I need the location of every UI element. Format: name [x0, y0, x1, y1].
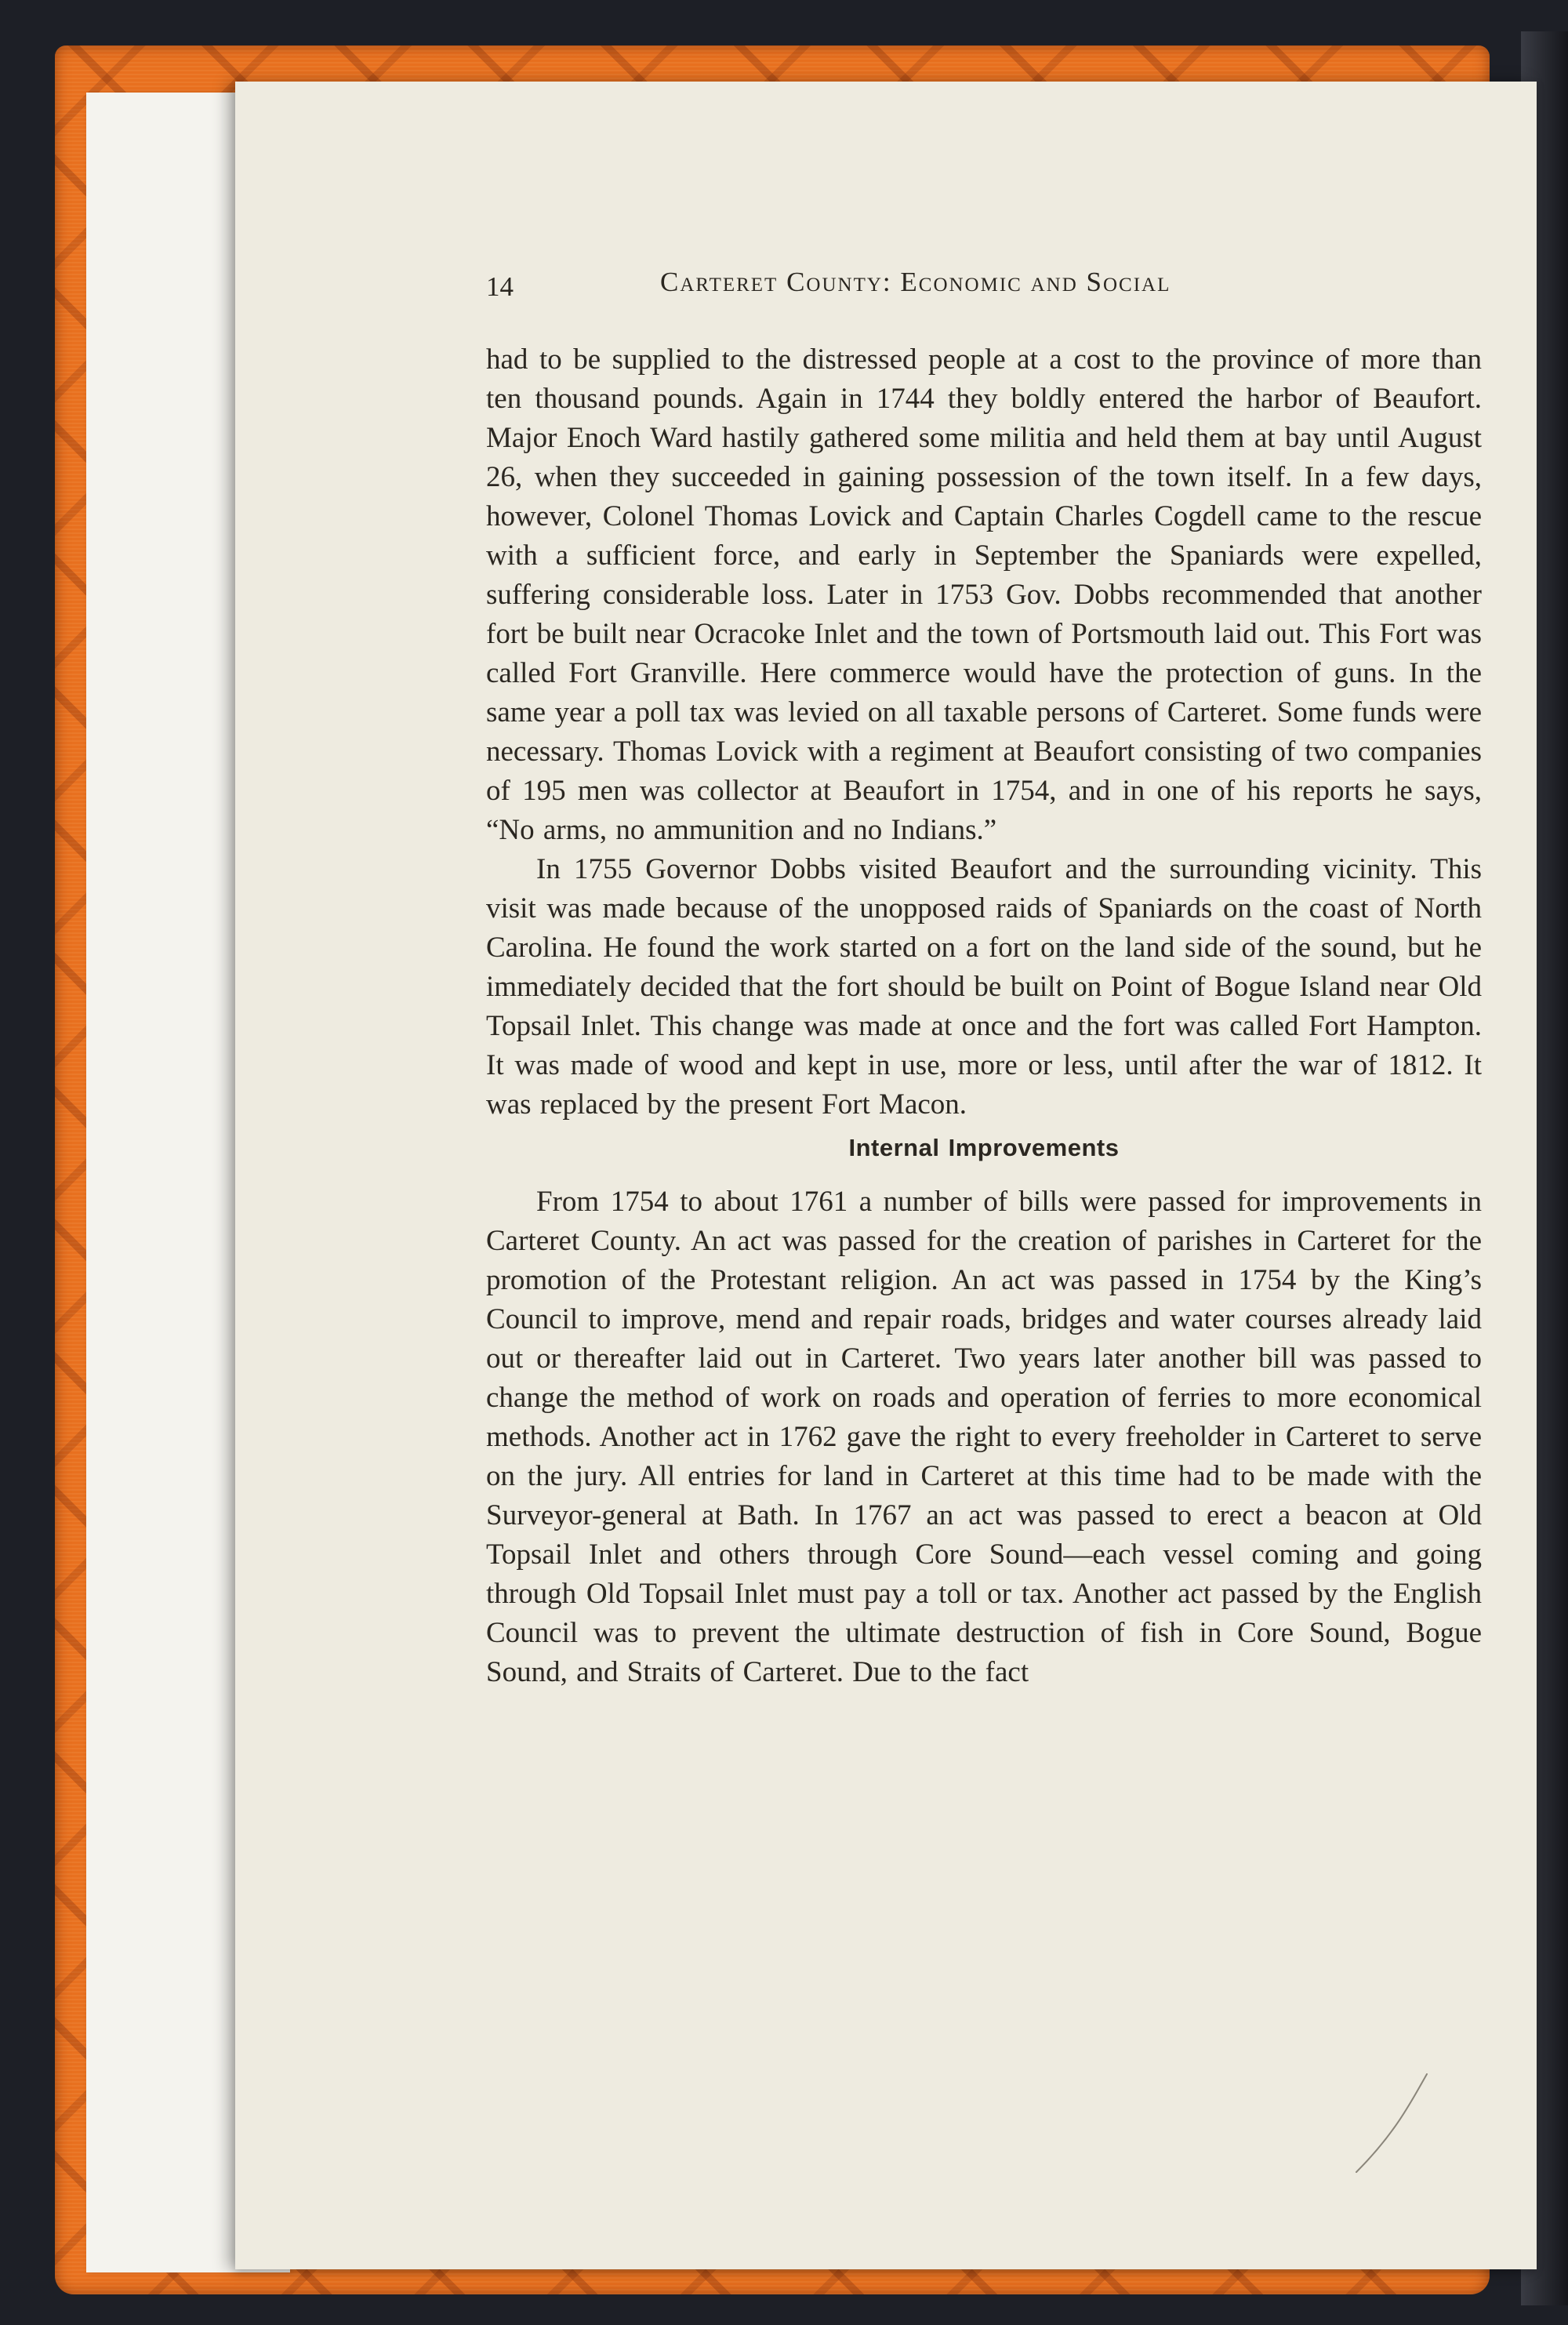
pencil-mark	[1341, 2070, 1435, 2180]
paragraph-2: In 1755 Governor Dobbs visited Beaufort and the surrounding vicinity. This visit was made because of the unopposed raids of Spaniards on the coast of North Carolina. He found the work started on a fort on the land side of the sound, but he immediately decided that the fort should be built on Point of Bogue Island near Old Topsail Inlet. This change was made at once and the fort was called Fort Hampton. It was made of wood and kept in use, more or less, until after the war of 1812. It was replaced by the present Fort Macon.	[486, 853, 1482, 1121]
running-title: Carteret County: Economic and Social	[660, 267, 1171, 297]
page-number: 14	[486, 271, 514, 302]
paragraph-3: From 1754 to about 1761 a number of bills were passed for improvements in Carteret County. An act was passed for the creation of parishes in Carteret for the promotion of the Protestant religion. An act was passed in 1754 by the King’s Council to improve, mend and repair roads, bridges and water courses already laid out or thereafter laid out in Carteret. Two years later another bill was passed to change the method of work on roads and operation of ferries to more economical methods. Another act in 1762 gave the right to every freeholder in Carteret to serve on the jury. All entries for land in Carteret at this time had to be made with the Surveyor-general at Bath. In 1767 an act was passed to erect a beacon at Old Topsail Inlet and others through Core Sound—each vessel coming and going through Old Topsail Inlet must pay a toll or tax. Another act passed by the English Council was to prevent the ultimate destruction of fish in Core Sound, Bogue Sound, and Straits of Carteret. Due to the fact	[486, 1186, 1482, 1688]
section-heading: Internal Improvements	[848, 1134, 1120, 1161]
page-body	[486, 340, 1482, 1692]
paragraph-1: had to be supplied to the distressed people at a cost to the province of more than ten thousand pounds. Again in 1744 they boldly entered the harbor of Beaufort. Major Enoch Ward hastily gathered some militia and held them at bay until August 26, when they succeeded in gaining possession of the town itself. In a few days, however, Colonel Thomas Lovick and Captain Charles Cogdell came to the rescue with a sufficient force, and early in September the Spaniards were expelled, suffering considerable loss. Later in 1753 Gov. Dobbs recommended that another fort be built near Ocracoke Inlet and the town of Portsmouth laid out. This Fort was called Fort Granville. Here commerce would have the protection of guns. In the same year a poll tax was levied on all taxable persons of Carteret. Some funds were necessary. Thomas Lovick with a regiment at Beaufort consisting of two companies of 195 men was collector at Beaufort in 1754, and in one of his reports he says, “No arms, no ammunition and no Indians.”	[486, 343, 1482, 846]
page-header	[486, 267, 1294, 314]
